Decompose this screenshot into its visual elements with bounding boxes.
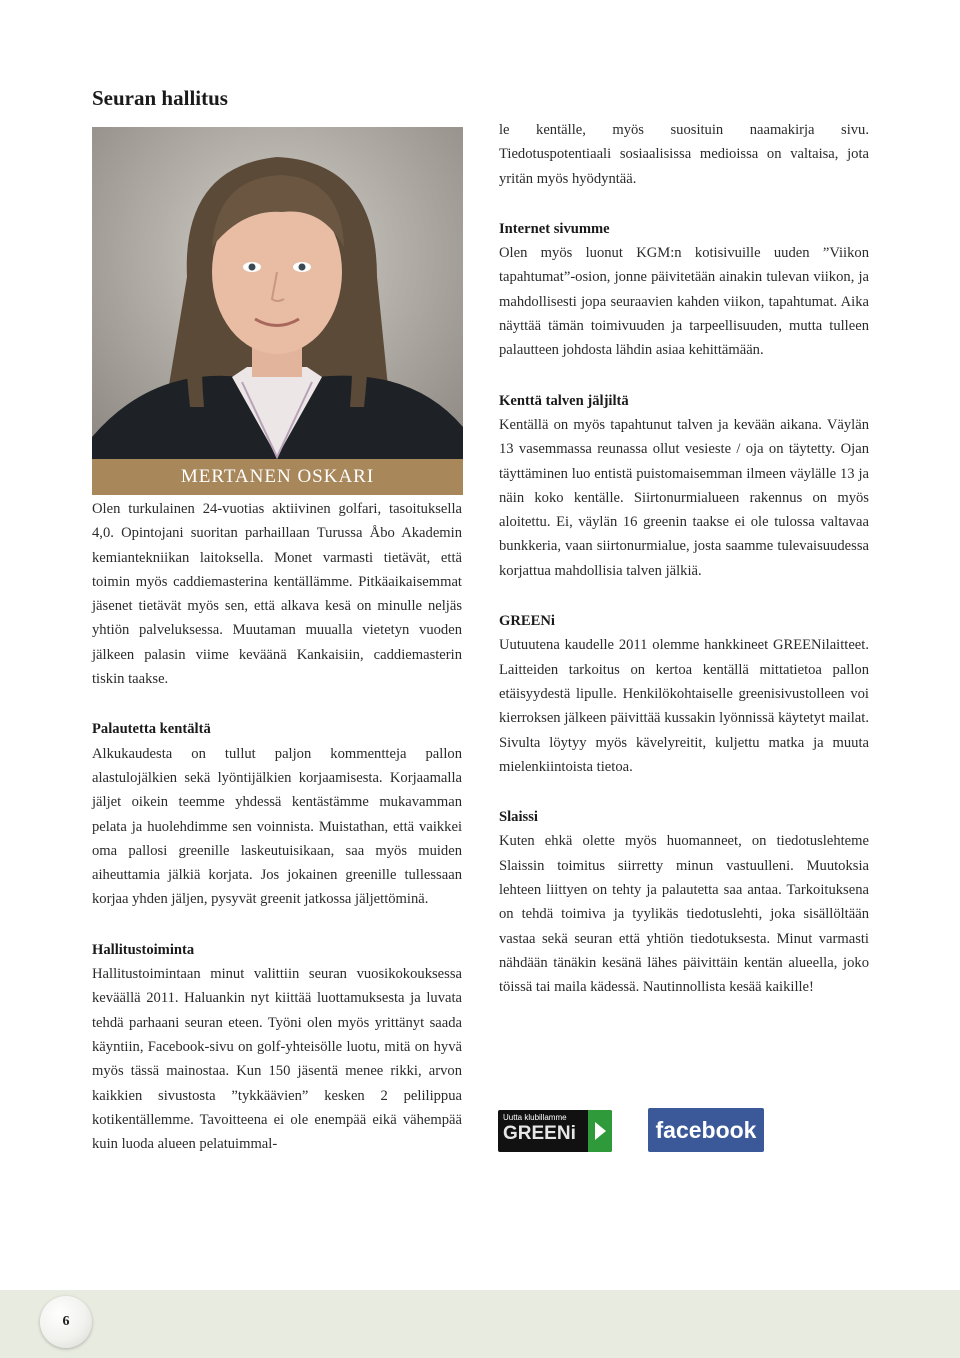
feedback-paragraph: Alkukaudesta on tullut paljon kommentteja pallon alastulojälkien sekä lyöntijälkien korjaamisesta. Korjaamalla jäljet oikein teemme yhdessä kentästämme mukavamman pelata ja huolehdimme sen voinnista. Muistathan, että vaikkei oma pallosi greenille laskeutuisikaan, saa myös muiden aiheuttamia jälkiä korjata. Jos jokainen greenille tullessaan korjaa yhden jäljen, pysyvät greenit jatkossa jäljettöminä. xyxy=(92,745,462,908)
section-heading-greeni: GREENi xyxy=(499,613,555,630)
greeni-logo-wordmark: GREENi xyxy=(503,1123,576,1144)
page-title: Seuran hallitus xyxy=(92,86,228,110)
facebook-logo: facebook xyxy=(648,1108,764,1152)
page-number-golf-ball: 6 xyxy=(40,1296,92,1348)
right-column xyxy=(499,118,869,1000)
section-heading-slaissi: Slaissi xyxy=(499,809,538,826)
footer-band xyxy=(0,1290,960,1358)
slaissi-paragraph: Kuten ehkä olette myös huomanneet, on tiedotuslehteme Slaissin toimitus siirretty minun vastuulleni. Muutoksia lehteen liittyen on tehty ja palautetta saa antaa. Tarkoituksena on tehdä toimiva ja tyylikäs tiedotuslehti, joka sisällöltään vastaa sekä seuran että yhtiön tiedotuksesta. Minut varmasti nähdään tänäkin kesänä lähes päivittäin kentän alueella, joko töissä tai maila kädessä. Nautinnollista kesää kaikille! xyxy=(499,833,869,996)
greeni-paragraph: Uutuutena kaudelle 2011 olemme hankkineet GREENilaitteet. Laitteiden tarkoitus on kertoa kentällä mittatietoa pallon etäisyydestä lipulle. Henkilökohtaiselle greenisivustolleen voi kierroksen jälkeen päivittää kussakin lyönnissä käytetyt mailat. Sivulta löytyy myös kävelyreitit, kuljettu matka ja muuta mielenkiintoista tietoa. xyxy=(499,637,869,775)
course-paragraph: Kentällä on myös tapahtunut talven ja kevään aikana. Väylän 13 vasemmassa reunassa ollut vesieste / oja on täytetty. Ojan täyttäminen luo entistä puistomaisemman ilmeen väylälle 13 ja näin koko kentälle. Siirtonurmialueen rakennus on myös aloitettu. Ei, väylän 16 greenin taakse ei ole tulossa valtavaa bunkkeria, vaan siirtonurmialue, josta saamme tulevaisuudessa korjattua mahdollisia talven jälkiä. xyxy=(499,416,869,579)
internet-paragraph: Olen myös luonut KGM:n kotisivuille uuden ”Viikon tapahtumat”-osion, jonne päivitetään ainakin tulevan viikon, ja mahdollisesti jopa seuraavien kahden viikon, tapahtumat. Aika näyttää tämän toimivuuden ja tarpeellisuuden, mutta tulleen palautteen johdosta lähdin asiaa kehittämään. xyxy=(499,245,869,359)
play-arrow-icon xyxy=(588,1110,612,1152)
section-heading-course: Kenttä talven jäljiltä xyxy=(499,392,629,409)
section-heading-feedback: Palautetta kentältä xyxy=(92,721,211,738)
name-banner: MERTANEN OSKARI xyxy=(92,459,463,495)
portrait-photo xyxy=(92,127,463,495)
greeni-logo-tagline: Uutta klubillamme xyxy=(503,1113,567,1122)
section-heading-board: Hallitustoiminta xyxy=(92,941,195,958)
left-column xyxy=(92,497,462,1156)
continuation-paragraph: le kentälle, myös suosituin naamakirja sivu. Tiedotuspotentiaali sosiaalisissa medioissa on valtaisa, jota yritän myös hyödyntää. xyxy=(499,122,869,187)
board-paragraph: Hallitustoimintaan minut valittiin seuran vuosikokouksessa keväällä 2011. Haluankin nyt kiittää luottamuksesta ja luvata tehdä parhaani seuran eteen. Työni olen myös yrittänyt saada käyntiin, Facebook-sivu on golf-yhteisölle luotu, mitä on hyvä myös tässä mainostaa. Kun 150 jäsentä menee rikki, arvon kaikkien sivustosta ”tykkäävien” kesken 2 pelilippua kotikentällemme. Tavoitteena ei ole enempää eikä vähempää kuin luoda alueen pelatuimmal- xyxy=(92,966,462,1153)
greeni-logo xyxy=(498,1110,612,1152)
section-heading-internet: Internet sivumme xyxy=(499,220,610,237)
intro-paragraph: Olen turkulainen 24-vuotias aktiivinen golfari, tasoituksella 4,0. Opintojani suoritan parhaillaan Turussa Åbo Akademin kemiantekniikan laitoksella. Monet varmasti tietävät, että toimin myös caddiemasterina kentällämme. Pitkäaikaisemmat jäsenet tietävät myös sen, että alkava kesä on minulle neljäs yhtiön palveluksessa. Muutaman muualla vietetyn vuoden jälkeen palasin viime keväänä Kankaisiin, caddiemasterin tiskin taakse. xyxy=(92,501,462,688)
